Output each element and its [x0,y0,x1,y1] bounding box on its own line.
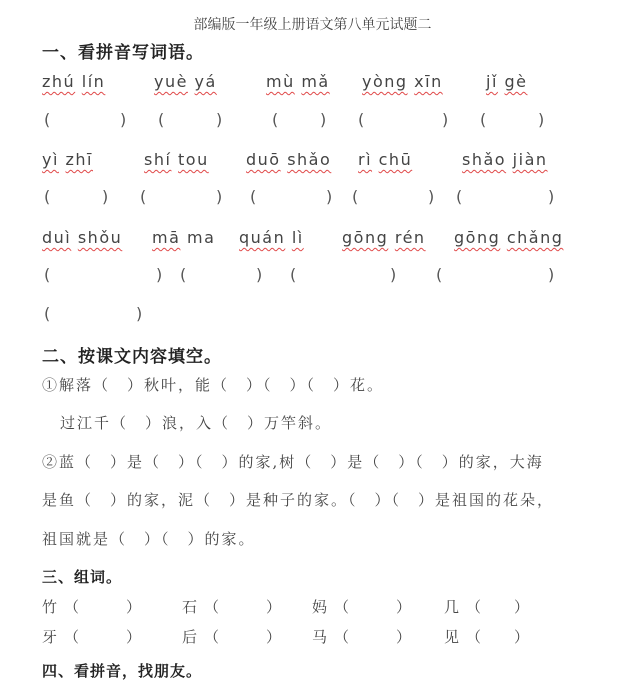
word-group-char: 马 [312,628,328,646]
pinyin-syllable: mā [152,228,181,247]
pinyin-syllable: gōng [454,228,501,247]
pinyin-syllable: chū [378,150,413,169]
answer-blank-close: ) [216,187,223,206]
fill-in-line-2[interactable]: 过江千（ ）浪，入（ ）万竿斜。 [60,414,333,432]
pinyin-syllable: mù [266,72,295,91]
pinyin-syllable: yá [194,72,217,91]
answer-blank-close: ) [320,110,327,129]
word-group-char: 几 [444,598,460,616]
section-1-heading: 一、看拼音写词语。 [42,43,204,63]
pinyin-word [358,150,412,169]
pinyin-syllable: jǐ [486,72,498,91]
word-group-char: 石 [182,598,198,616]
answer-blank-open[interactable]: ( [44,304,51,323]
pinyin-word [144,150,209,169]
pinyin-syllable: zhú [42,72,76,91]
pinyin-word [42,228,122,247]
answer-blank-open[interactable]: ( [180,265,187,284]
answer-blank-open: （ [204,598,220,616]
answer-blank-open[interactable]: ( [140,187,147,206]
pinyin-word [342,228,426,247]
answer-blank-close: ） [126,598,142,616]
answer-blank-close: ） [396,598,412,616]
pinyin-syllable: chǎng [506,228,564,247]
answer-blank-open[interactable]: ( [436,265,443,284]
pinyin-syllable: shǎo [462,150,507,169]
answer-blank-open: （ [334,598,350,616]
pinyin-word [454,228,563,247]
pinyin-syllable: yòng [362,72,408,91]
pinyin-syllable: yuè [154,72,188,91]
answer-blank-open: （ [466,628,482,646]
answer-blank-close: ） [266,628,282,646]
answer-blank-close: ) [548,187,555,206]
pinyin-word [246,150,331,169]
word-group-char: 后 [182,628,198,646]
answer-blank-close: ) [216,110,223,129]
answer-blank-close: ) [136,304,143,323]
answer-blank-open[interactable]: ( [358,110,365,129]
section-2-heading: 二、按课文内容填空。 [42,347,222,367]
pinyin-syllable: gè [504,72,528,91]
fill-in-line-4[interactable]: 是鱼（ ）的家，泥（ ）是种子的家。（ ）（ ）是祖国的花朵， [42,491,555,509]
pinyin-syllable: lín [81,72,106,91]
pinyin-syllable: rì [358,150,373,169]
pinyin-word [152,228,215,247]
fill-in-line-5[interactable]: 祖国就是（ ）（ ）的家。 [42,530,256,548]
answer-blank-open: （ [334,628,350,646]
section-4-heading: 四、看拼音，找朋友。 [42,662,203,680]
answer-blank-close: ） [266,598,282,616]
answer-blank-close: ) [120,110,127,129]
pinyin-syllable: zhī [65,150,93,169]
pinyin-syllable: jiàn [512,150,548,169]
answer-blank-close: ) [442,110,449,129]
answer-blank-close: ) [256,265,263,284]
answer-blank-open[interactable]: ( [456,187,463,206]
word-group-char: 妈 [312,598,328,616]
answer-blank-open[interactable]: ( [250,187,257,206]
answer-blank-close: ） [396,628,412,646]
answer-blank-open[interactable]: ( [480,110,487,129]
pinyin-syllable: mǎ [301,72,330,91]
page-title: 部编版一年级上册语文第八单元试题二 [193,17,432,33]
pinyin-syllable: duì [42,228,72,247]
pinyin-syllable: quán [239,228,286,247]
answer-blank-close: ) [428,187,435,206]
pinyin-syllable: rén [394,228,426,247]
pinyin-word [154,72,217,91]
pinyin-word [462,150,548,169]
answer-blank-close: ) [538,110,545,129]
answer-blank-open[interactable]: ( [44,265,51,284]
pinyin-word [266,72,330,91]
pinyin-syllable: shǒu [77,228,123,247]
section-3-heading: 三、组词。 [42,568,123,586]
answer-blank-close: ） [514,598,530,616]
answer-blank-close: ) [548,265,555,284]
answer-blank-open[interactable]: ( [290,265,297,284]
word-group-char: 见 [444,628,460,646]
answer-blank-close: ) [326,187,333,206]
pinyin-syllable: yì [42,150,59,169]
pinyin-word [239,228,304,247]
answer-blank-open[interactable]: ( [44,187,51,206]
answer-blank-open: （ [64,628,80,646]
answer-blank-close: ) [102,187,109,206]
answer-blank-open[interactable]: ( [158,110,165,129]
answer-blank-open[interactable]: ( [352,187,359,206]
answer-blank-open: （ [64,598,80,616]
answer-blank-close: ) [156,265,163,284]
pinyin-word [362,72,443,91]
fill-in-line-3[interactable]: ②蓝（ ）是（ ）（ ）的家,树（ ）是（ ）（ ）的家，大海 [42,453,544,471]
answer-blank-open[interactable]: ( [44,110,51,129]
pinyin-syllable: gōng [342,228,389,247]
answer-blank-open: （ [204,628,220,646]
word-group-char: 竹 [42,598,58,616]
pinyin-syllable: tou [178,150,209,169]
pinyin-syllable: shí [144,150,172,169]
pinyin-word [42,150,93,169]
answer-blank-open[interactable]: ( [272,110,279,129]
pinyin-syllable: duō [246,150,281,169]
pinyin-syllable: lì [291,228,304,247]
pinyin-syllable: xīn [414,72,443,91]
pinyin-syllable: ma [186,228,216,247]
answer-blank-close: ) [390,265,397,284]
pinyin-word [486,72,527,91]
answer-blank-close: ） [514,628,530,646]
pinyin-syllable: shǎo [287,150,332,169]
answer-blank-close: ） [126,628,142,646]
pinyin-word [42,72,105,91]
fill-in-line-1[interactable]: ①解落（ ）秋叶，能（ ）（ ）（ ）花。 [42,376,385,394]
word-group-char: 牙 [42,628,58,646]
answer-blank-open: （ [466,598,482,616]
